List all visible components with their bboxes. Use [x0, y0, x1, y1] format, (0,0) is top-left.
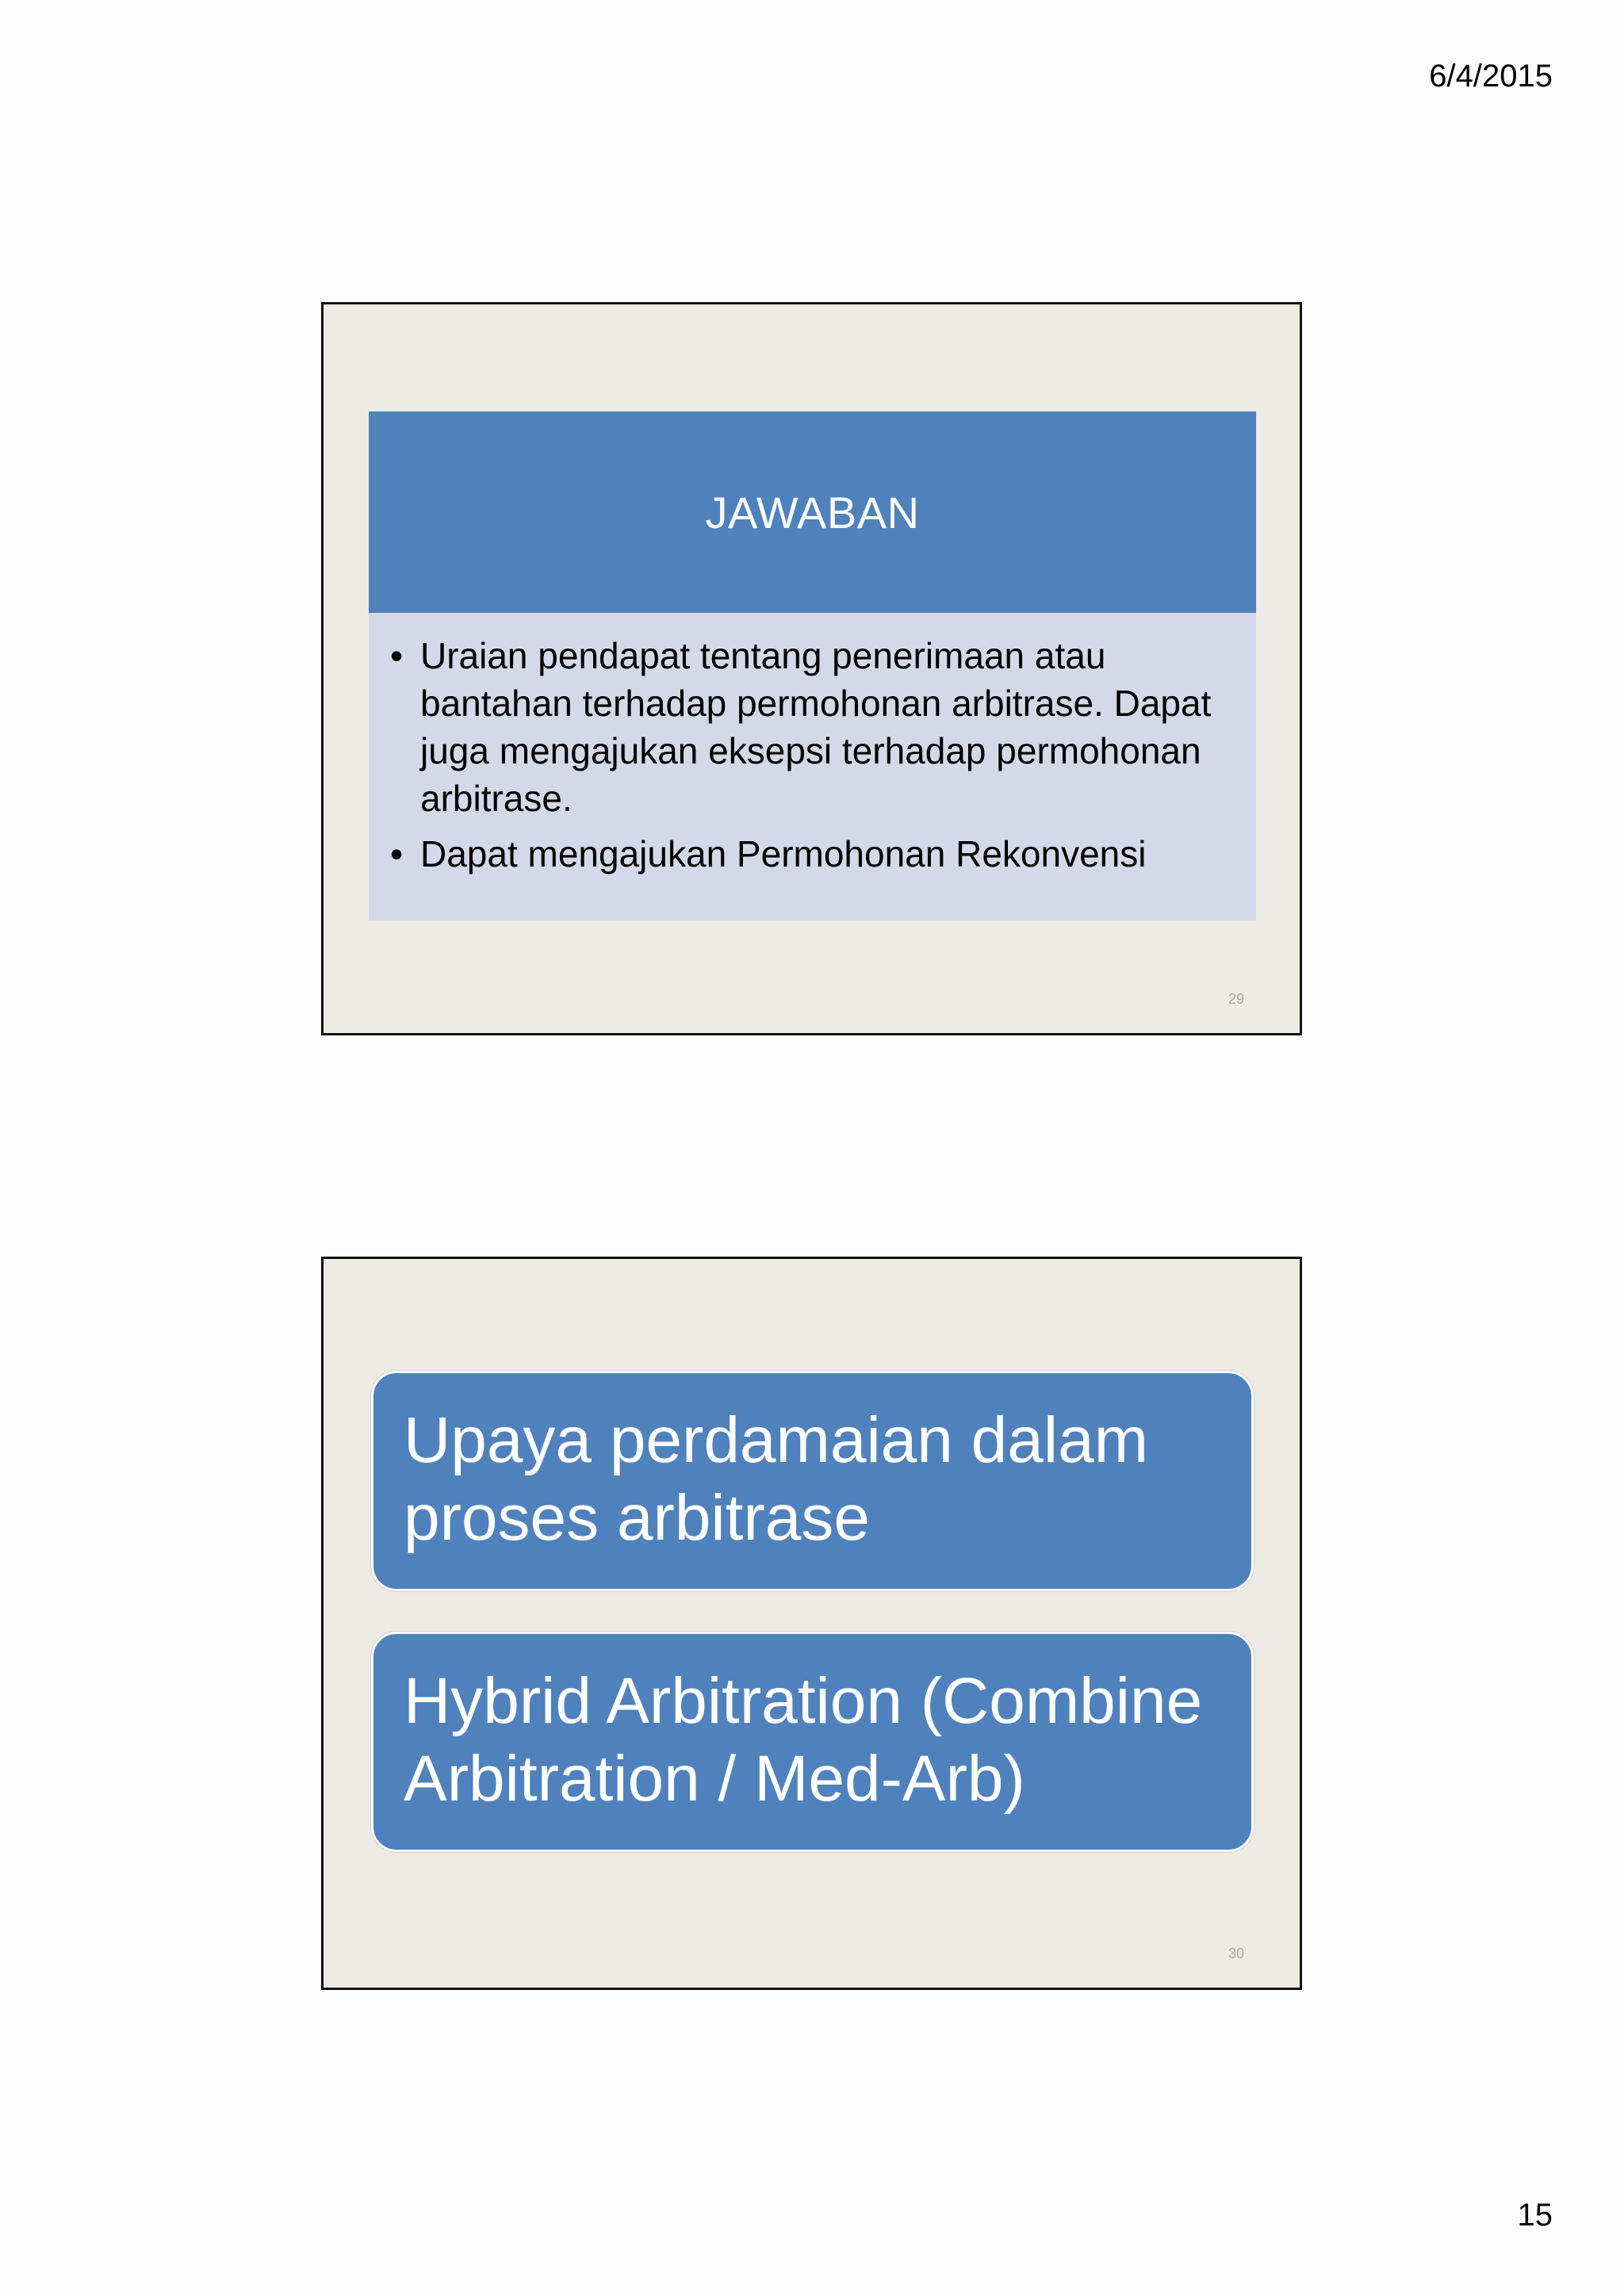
page-date: 6/4/2015 [1429, 59, 1553, 94]
slide-content-box [369, 613, 1256, 920]
bullet-item [390, 830, 1224, 878]
slide-30 [321, 1257, 1302, 1990]
slide-number: 30 [1228, 1946, 1244, 1961]
topic-box-text: Upaya perdamaian dalam proses arbitrase [404, 1404, 1148, 1554]
slide-title-bar [369, 411, 1256, 613]
topic-box [371, 1632, 1254, 1852]
bullet-item [390, 632, 1224, 822]
topic-box-text: Hybrid Arbitration (Combine Arbitration / Med-Arb) [404, 1665, 1203, 1815]
bullet-icon: • [390, 833, 404, 874]
slide-number: 29 [1228, 991, 1244, 1007]
page-number: 15 [1517, 2198, 1553, 2233]
topic-box [371, 1371, 1254, 1591]
bullet-icon: • [390, 635, 404, 676]
bullet-text: Dapat mengajukan Permohonan Rekonvensi [420, 833, 1147, 874]
bullet-list [390, 632, 1224, 878]
slide-29 [321, 302, 1302, 1035]
slide-title: JAWABAN [705, 487, 920, 538]
bullet-text: Uraian pendapat tentang penerimaan atau bantahan terhadap permohonan arbitrase. Dapat juga mengajukan eksepsi terhadap permohonan arbitrase. [420, 635, 1212, 819]
